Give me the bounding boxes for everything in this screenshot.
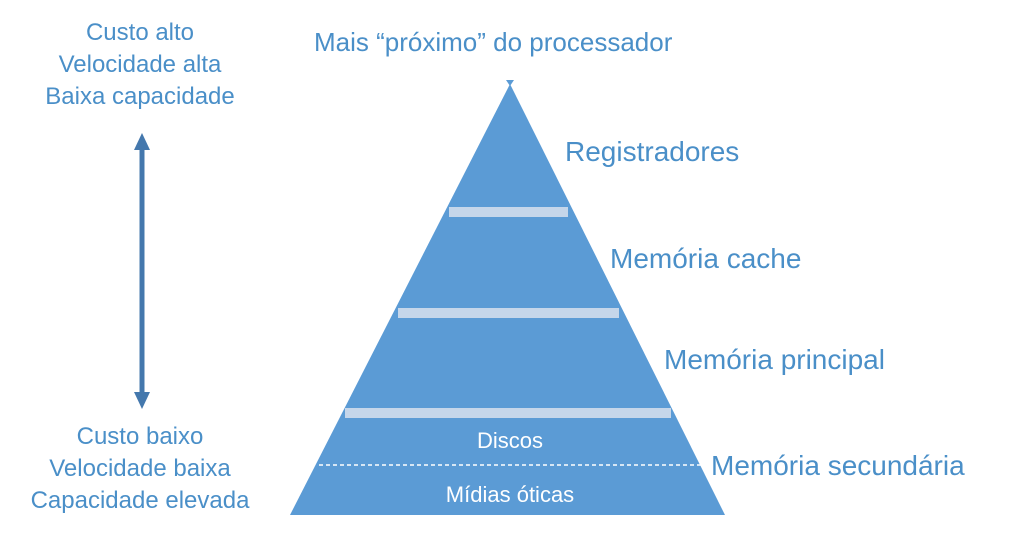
separator-cache-main [398,308,619,318]
separator-registers-cache [449,207,568,217]
level-secondary-memory-label: Memória secundária [711,450,965,481]
separator-main-secondary [345,408,671,418]
pyramid-tip-marker [506,80,514,86]
low-speed-label: Velocidade baixa [49,455,231,482]
high-speed-label: Velocidade alta [58,51,222,78]
high-cost-attributes [0,17,280,113]
high-cost-label: Custo alto [85,19,195,46]
level-main-memory-label: Memória principal [664,344,885,375]
low-capacity-label: Baixa capacidade [45,83,235,110]
level-cache-label: Memória cache [610,243,802,274]
level-registers-label: Registradores [565,136,740,167]
closest-to-processor-label: Mais “próximo” do processador [314,27,673,57]
double-arrow-icon [134,133,150,409]
optical-media-label: Mídias óticas [445,482,575,507]
low-cost-label: Custo baixo [76,423,204,450]
disks-label: Discos [476,428,543,453]
high-capacity-label: Capacidade elevada [30,487,250,514]
low-cost-attributes [0,421,280,517]
